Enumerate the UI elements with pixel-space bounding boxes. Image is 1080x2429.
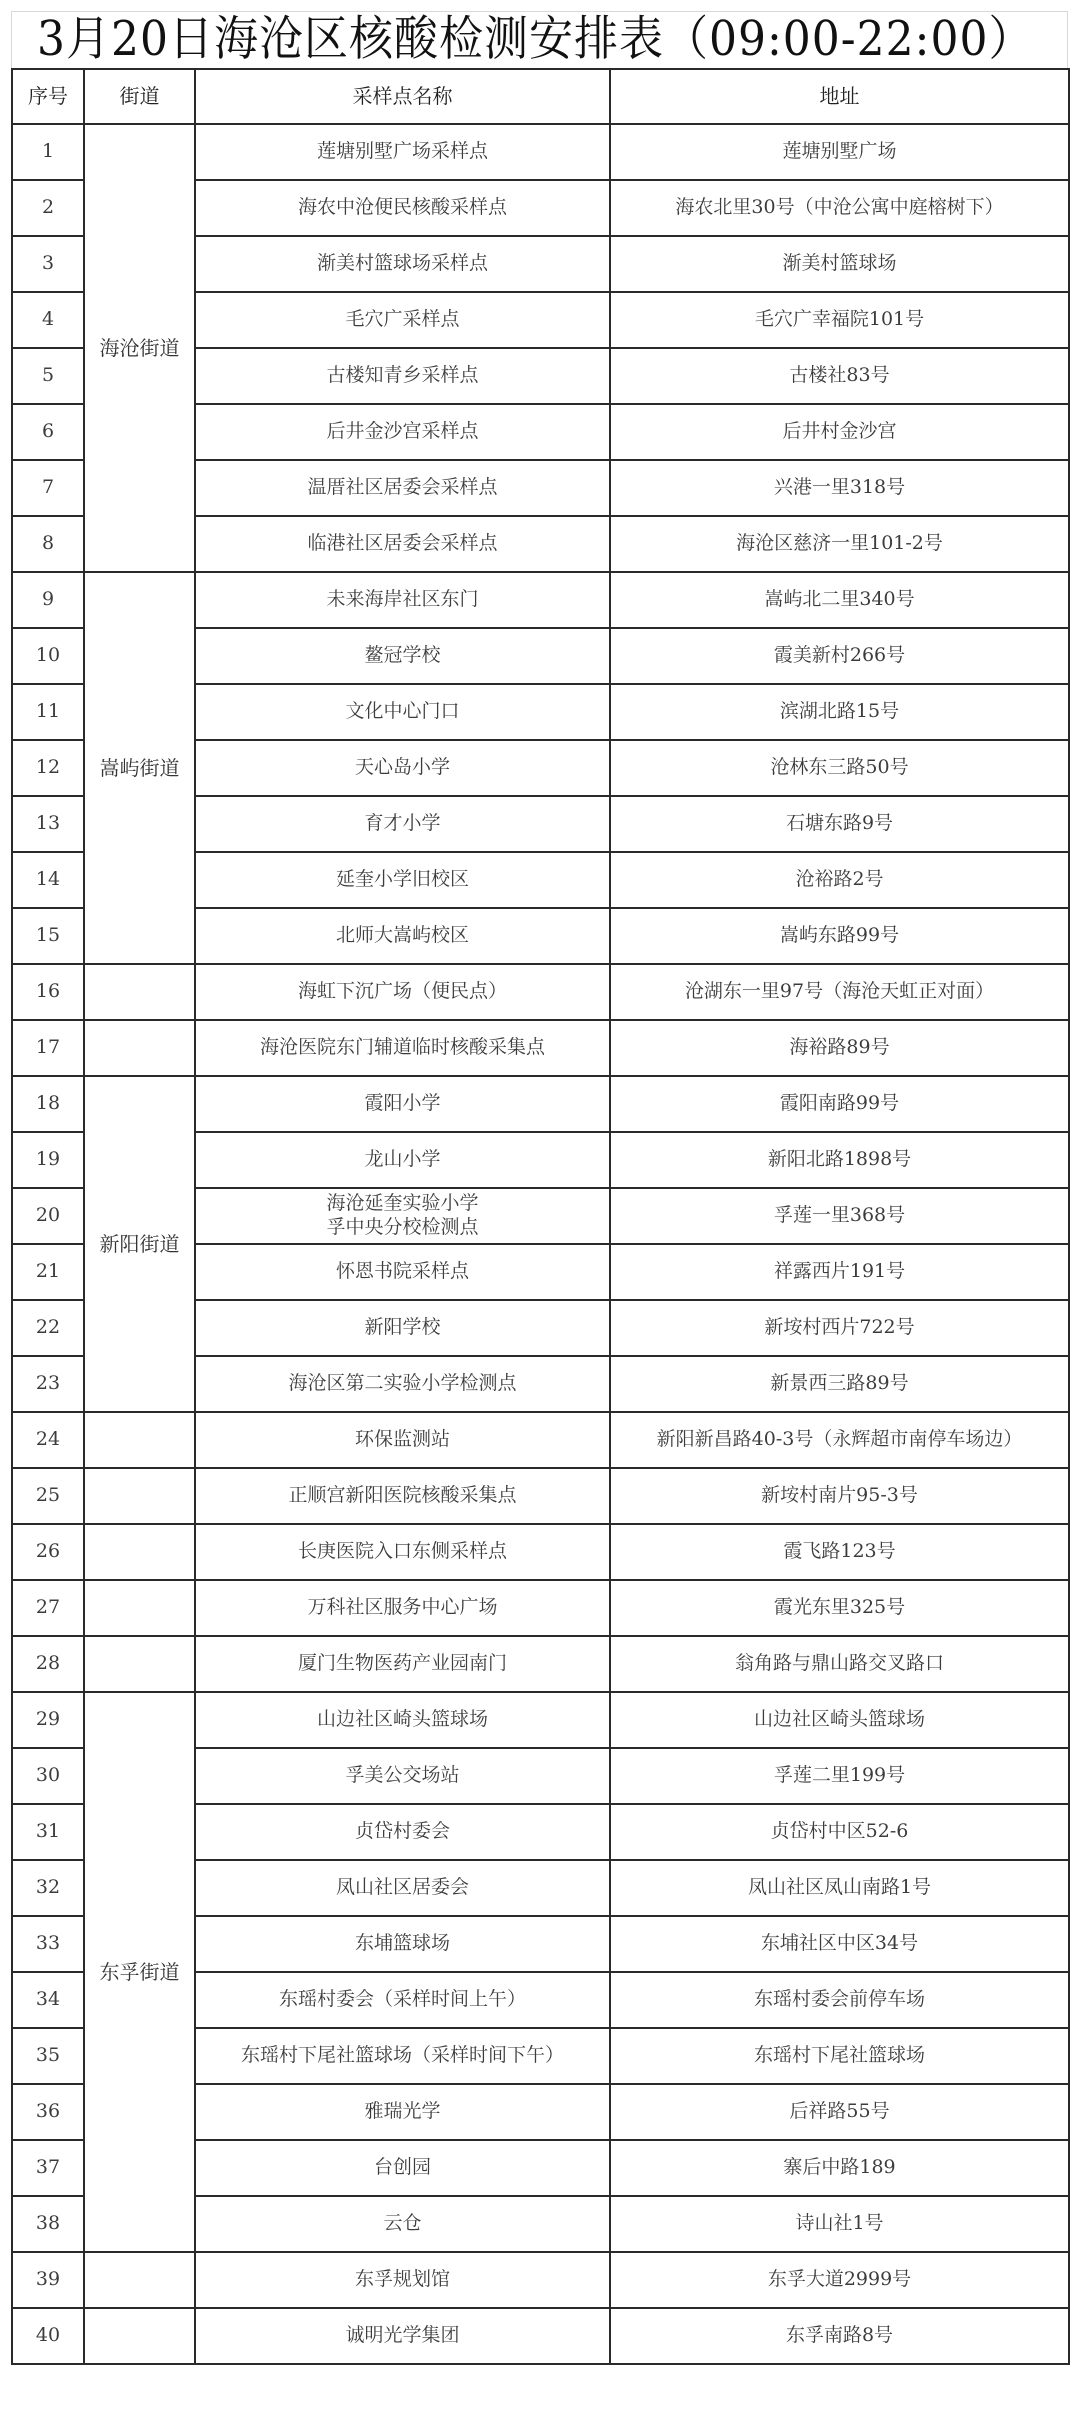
- site-name-cell: 鳌冠学校: [195, 628, 610, 684]
- site-name-cell: 诚明光学集团: [195, 2308, 610, 2364]
- address-cell: 祥露西片191号: [610, 1244, 1069, 1300]
- address-cell: 凤山社区凤山南路1号: [610, 1860, 1069, 1916]
- site-name-cell: 东瑶村委会（采样时间上午）: [195, 1972, 610, 2028]
- address-cell: 嵩屿北二里340号: [610, 572, 1069, 628]
- street-cell: 新阳街道: [84, 1076, 195, 1412]
- address-cell: 霞美新村266号: [610, 628, 1069, 684]
- site-name-cell: 临港社区居委会采样点: [195, 516, 610, 572]
- row-number: 20: [12, 1188, 84, 1244]
- site-name-cell: 厦门生物医药产业园南门: [195, 1636, 610, 1692]
- site-name-cell: 环保监测站: [195, 1412, 610, 1468]
- row-number: 4: [12, 292, 84, 348]
- row-number: 23: [12, 1356, 84, 1412]
- street-cell: 东孚街道: [84, 1692, 195, 2252]
- row-number: 21: [12, 1244, 84, 1300]
- address-cell: 新阳新昌路40-3号（永辉超市南停车场边）: [610, 1412, 1069, 1468]
- row-number: 7: [12, 460, 84, 516]
- table-row: [12, 124, 1069, 180]
- table-row: [12, 1692, 1069, 1748]
- row-number: 8: [12, 516, 84, 572]
- row-number: 2: [12, 180, 84, 236]
- site-name-line: 海沧延奎实验小学: [326, 1192, 479, 1215]
- site-name-cell: 山边社区崎头篮球场: [195, 1692, 610, 1748]
- row-number: 29: [12, 1692, 84, 1748]
- address-cell: 莲塘别墅广场: [610, 124, 1069, 180]
- address-cell: 后井村金沙宫: [610, 404, 1069, 460]
- row-number: 19: [12, 1132, 84, 1188]
- row-number: 3: [12, 236, 84, 292]
- address-cell: 嵩屿东路99号: [610, 908, 1069, 964]
- row-number: 31: [12, 1804, 84, 1860]
- street-cell: [84, 1020, 195, 1076]
- table-row: [12, 1020, 1069, 1076]
- table-row: [12, 1524, 1069, 1580]
- site-name-cell: 新阳学校: [195, 1300, 610, 1356]
- address-cell: 后祥路55号: [610, 2084, 1069, 2140]
- site-name-cell: 毛穴广采样点: [195, 292, 610, 348]
- site-name-cell: 凤山社区居委会: [195, 1860, 610, 1916]
- address-cell: 新景西三路89号: [610, 1356, 1069, 1412]
- table-row: [12, 572, 1069, 628]
- header-street: 街道: [84, 69, 195, 124]
- schedule-sheet: [11, 11, 1068, 2365]
- address-cell: 诗山社1号: [610, 2196, 1069, 2252]
- address-cell: 霞阳南路99号: [610, 1076, 1069, 1132]
- address-cell: 沧湖东一里97号（海沧天虹正对面）: [610, 964, 1069, 1020]
- address-cell: 翁角路与鼎山路交叉路口: [610, 1636, 1069, 1692]
- row-number: 33: [12, 1916, 84, 1972]
- row-number: 39: [12, 2252, 84, 2308]
- site-name-cell: 怀恩书院采样点: [195, 1244, 610, 1300]
- row-number: 38: [12, 2196, 84, 2252]
- site-name-cell: 古楼知青乡采样点: [195, 348, 610, 404]
- row-number: 10: [12, 628, 84, 684]
- address-cell: 东孚大道2999号: [610, 2252, 1069, 2308]
- table-row: [12, 964, 1069, 1020]
- row-number: 14: [12, 852, 84, 908]
- site-name-cell: 海沧区第二实验小学检测点: [195, 1356, 610, 1412]
- street-cell: [84, 2308, 195, 2364]
- address-cell: 海农北里30号（中沧公寓中庭榕树下）: [610, 180, 1069, 236]
- address-cell: 霞飞路123号: [610, 1524, 1069, 1580]
- site-name-cell: 云仓: [195, 2196, 610, 2252]
- site-name-cell: [195, 1188, 610, 1244]
- row-number: 26: [12, 1524, 84, 1580]
- site-name-cell: 莲塘别墅广场采样点: [195, 124, 610, 180]
- address-cell: 新垵村西片722号: [610, 1300, 1069, 1356]
- table-header-row: [12, 69, 1069, 124]
- header-no: 序号: [12, 69, 84, 124]
- site-name-cell: 北师大嵩屿校区: [195, 908, 610, 964]
- address-cell: 新垵村南片95-3号: [610, 1468, 1069, 1524]
- address-cell: 东孚南路8号: [610, 2308, 1069, 2364]
- address-cell: 渐美村篮球场: [610, 236, 1069, 292]
- row-number: 36: [12, 2084, 84, 2140]
- row-number: 9: [12, 572, 84, 628]
- row-number: 30: [12, 1748, 84, 1804]
- site-name-cell: 长庚医院入口东侧采样点: [195, 1524, 610, 1580]
- row-number: 22: [12, 1300, 84, 1356]
- site-name-cell: 台创园: [195, 2140, 610, 2196]
- address-cell: 兴港一里318号: [610, 460, 1069, 516]
- row-number: 13: [12, 796, 84, 852]
- address-cell: 贞岱村中区52-6: [610, 1804, 1069, 1860]
- address-cell: 东瑶村下尾社篮球场: [610, 2028, 1069, 2084]
- street-cell: [84, 964, 195, 1020]
- site-name-cell: 东埔篮球场: [195, 1916, 610, 1972]
- street-cell: [84, 1636, 195, 1692]
- site-name-cell: 万科社区服务中心广场: [195, 1580, 610, 1636]
- site-name-cell: 龙山小学: [195, 1132, 610, 1188]
- row-number: 18: [12, 1076, 84, 1132]
- title-box: [11, 11, 1068, 68]
- table-row: [12, 1412, 1069, 1468]
- address-cell: 滨湖北路15号: [610, 684, 1069, 740]
- site-name-cell: 天心岛小学: [195, 740, 610, 796]
- address-cell: 海裕路89号: [610, 1020, 1069, 1076]
- row-number: 24: [12, 1412, 84, 1468]
- address-cell: 孚莲一里368号: [610, 1188, 1069, 1244]
- address-cell: 沧林东三路50号: [610, 740, 1069, 796]
- row-number: 6: [12, 404, 84, 460]
- address-cell: 海沧区慈济一里101-2号: [610, 516, 1069, 572]
- address-cell: 孚莲二里199号: [610, 1748, 1069, 1804]
- row-number: 37: [12, 2140, 84, 2196]
- header-site: 采样点名称: [195, 69, 610, 124]
- site-name-cell: 孚美公交场站: [195, 1748, 610, 1804]
- site-name-cell: 雅瑞光学: [195, 2084, 610, 2140]
- row-number: 11: [12, 684, 84, 740]
- row-number: 34: [12, 1972, 84, 2028]
- site-name-cell: 延奎小学旧校区: [195, 852, 610, 908]
- row-number: 32: [12, 1860, 84, 1916]
- site-name-cell: 海沧医院东门辅道临时核酸采集点: [195, 1020, 610, 1076]
- site-name-cell: 东瑶村下尾社篮球场（采样时间下午）: [195, 2028, 610, 2084]
- site-name-cell: 海虹下沉广场（便民点）: [195, 964, 610, 1020]
- street-cell: [84, 1524, 195, 1580]
- table-row: [12, 2252, 1069, 2308]
- site-name-line: 孚中央分校检测点: [326, 1216, 479, 1238]
- table-row: [12, 1580, 1069, 1636]
- site-name-cell: 后井金沙宫采样点: [195, 404, 610, 460]
- testing-site-table: [11, 68, 1070, 2365]
- site-name-cell: 未来海岸社区东门: [195, 572, 610, 628]
- address-cell: 山边社区崎头篮球场: [610, 1692, 1069, 1748]
- site-name-cell: 温厝社区居委会采样点: [195, 460, 610, 516]
- street-cell: [84, 1412, 195, 1468]
- row-number: 17: [12, 1020, 84, 1076]
- table-row: [12, 1636, 1069, 1692]
- site-name-cell: 海农中沧便民核酸采样点: [195, 180, 610, 236]
- site-name-cell: 正顺宫新阳医院核酸采集点: [195, 1468, 610, 1524]
- address-cell: 寨后中路189: [610, 2140, 1069, 2196]
- address-cell: 古楼社83号: [610, 348, 1069, 404]
- address-cell: 东瑶村委会前停车场: [610, 1972, 1069, 2028]
- row-number: 16: [12, 964, 84, 1020]
- site-name-cell: 渐美村篮球场采样点: [195, 236, 610, 292]
- address-cell: 东埔社区中区34号: [610, 1916, 1069, 1972]
- site-name-cell: 东孚规划馆: [195, 2252, 610, 2308]
- site-name-cell: 文化中心门口: [195, 684, 610, 740]
- row-number: 28: [12, 1636, 84, 1692]
- table-row: [12, 2308, 1069, 2364]
- header-address: 地址: [610, 69, 1069, 124]
- site-name-cell: 育才小学: [195, 796, 610, 852]
- street-cell: 海沧街道: [84, 124, 195, 572]
- row-number: 25: [12, 1468, 84, 1524]
- street-cell: [84, 1580, 195, 1636]
- table-row: [12, 1468, 1069, 1524]
- row-number: 27: [12, 1580, 84, 1636]
- row-number: 15: [12, 908, 84, 964]
- street-cell: [84, 2252, 195, 2308]
- site-name-cell: 霞阳小学: [195, 1076, 610, 1132]
- table-row: [12, 1076, 1069, 1132]
- row-number: 1: [12, 124, 84, 180]
- address-cell: 毛穴广幸福院101号: [610, 292, 1069, 348]
- address-cell: 石塘东路9号: [610, 796, 1069, 852]
- address-cell: 霞光东里325号: [610, 1580, 1069, 1636]
- page-title: 3月20日海沧区核酸检测安排表（09:00-22:00）: [37, 11, 1034, 68]
- row-number: 40: [12, 2308, 84, 2364]
- row-number: 35: [12, 2028, 84, 2084]
- table-body: [12, 124, 1069, 2364]
- row-number: 12: [12, 740, 84, 796]
- street-cell: [84, 1468, 195, 1524]
- address-cell: 沧裕路2号: [610, 852, 1069, 908]
- address-cell: 新阳北路1898号: [610, 1132, 1069, 1188]
- row-number: 5: [12, 348, 84, 404]
- site-name-cell: 贞岱村委会: [195, 1804, 610, 1860]
- street-cell: 嵩屿街道: [84, 572, 195, 964]
